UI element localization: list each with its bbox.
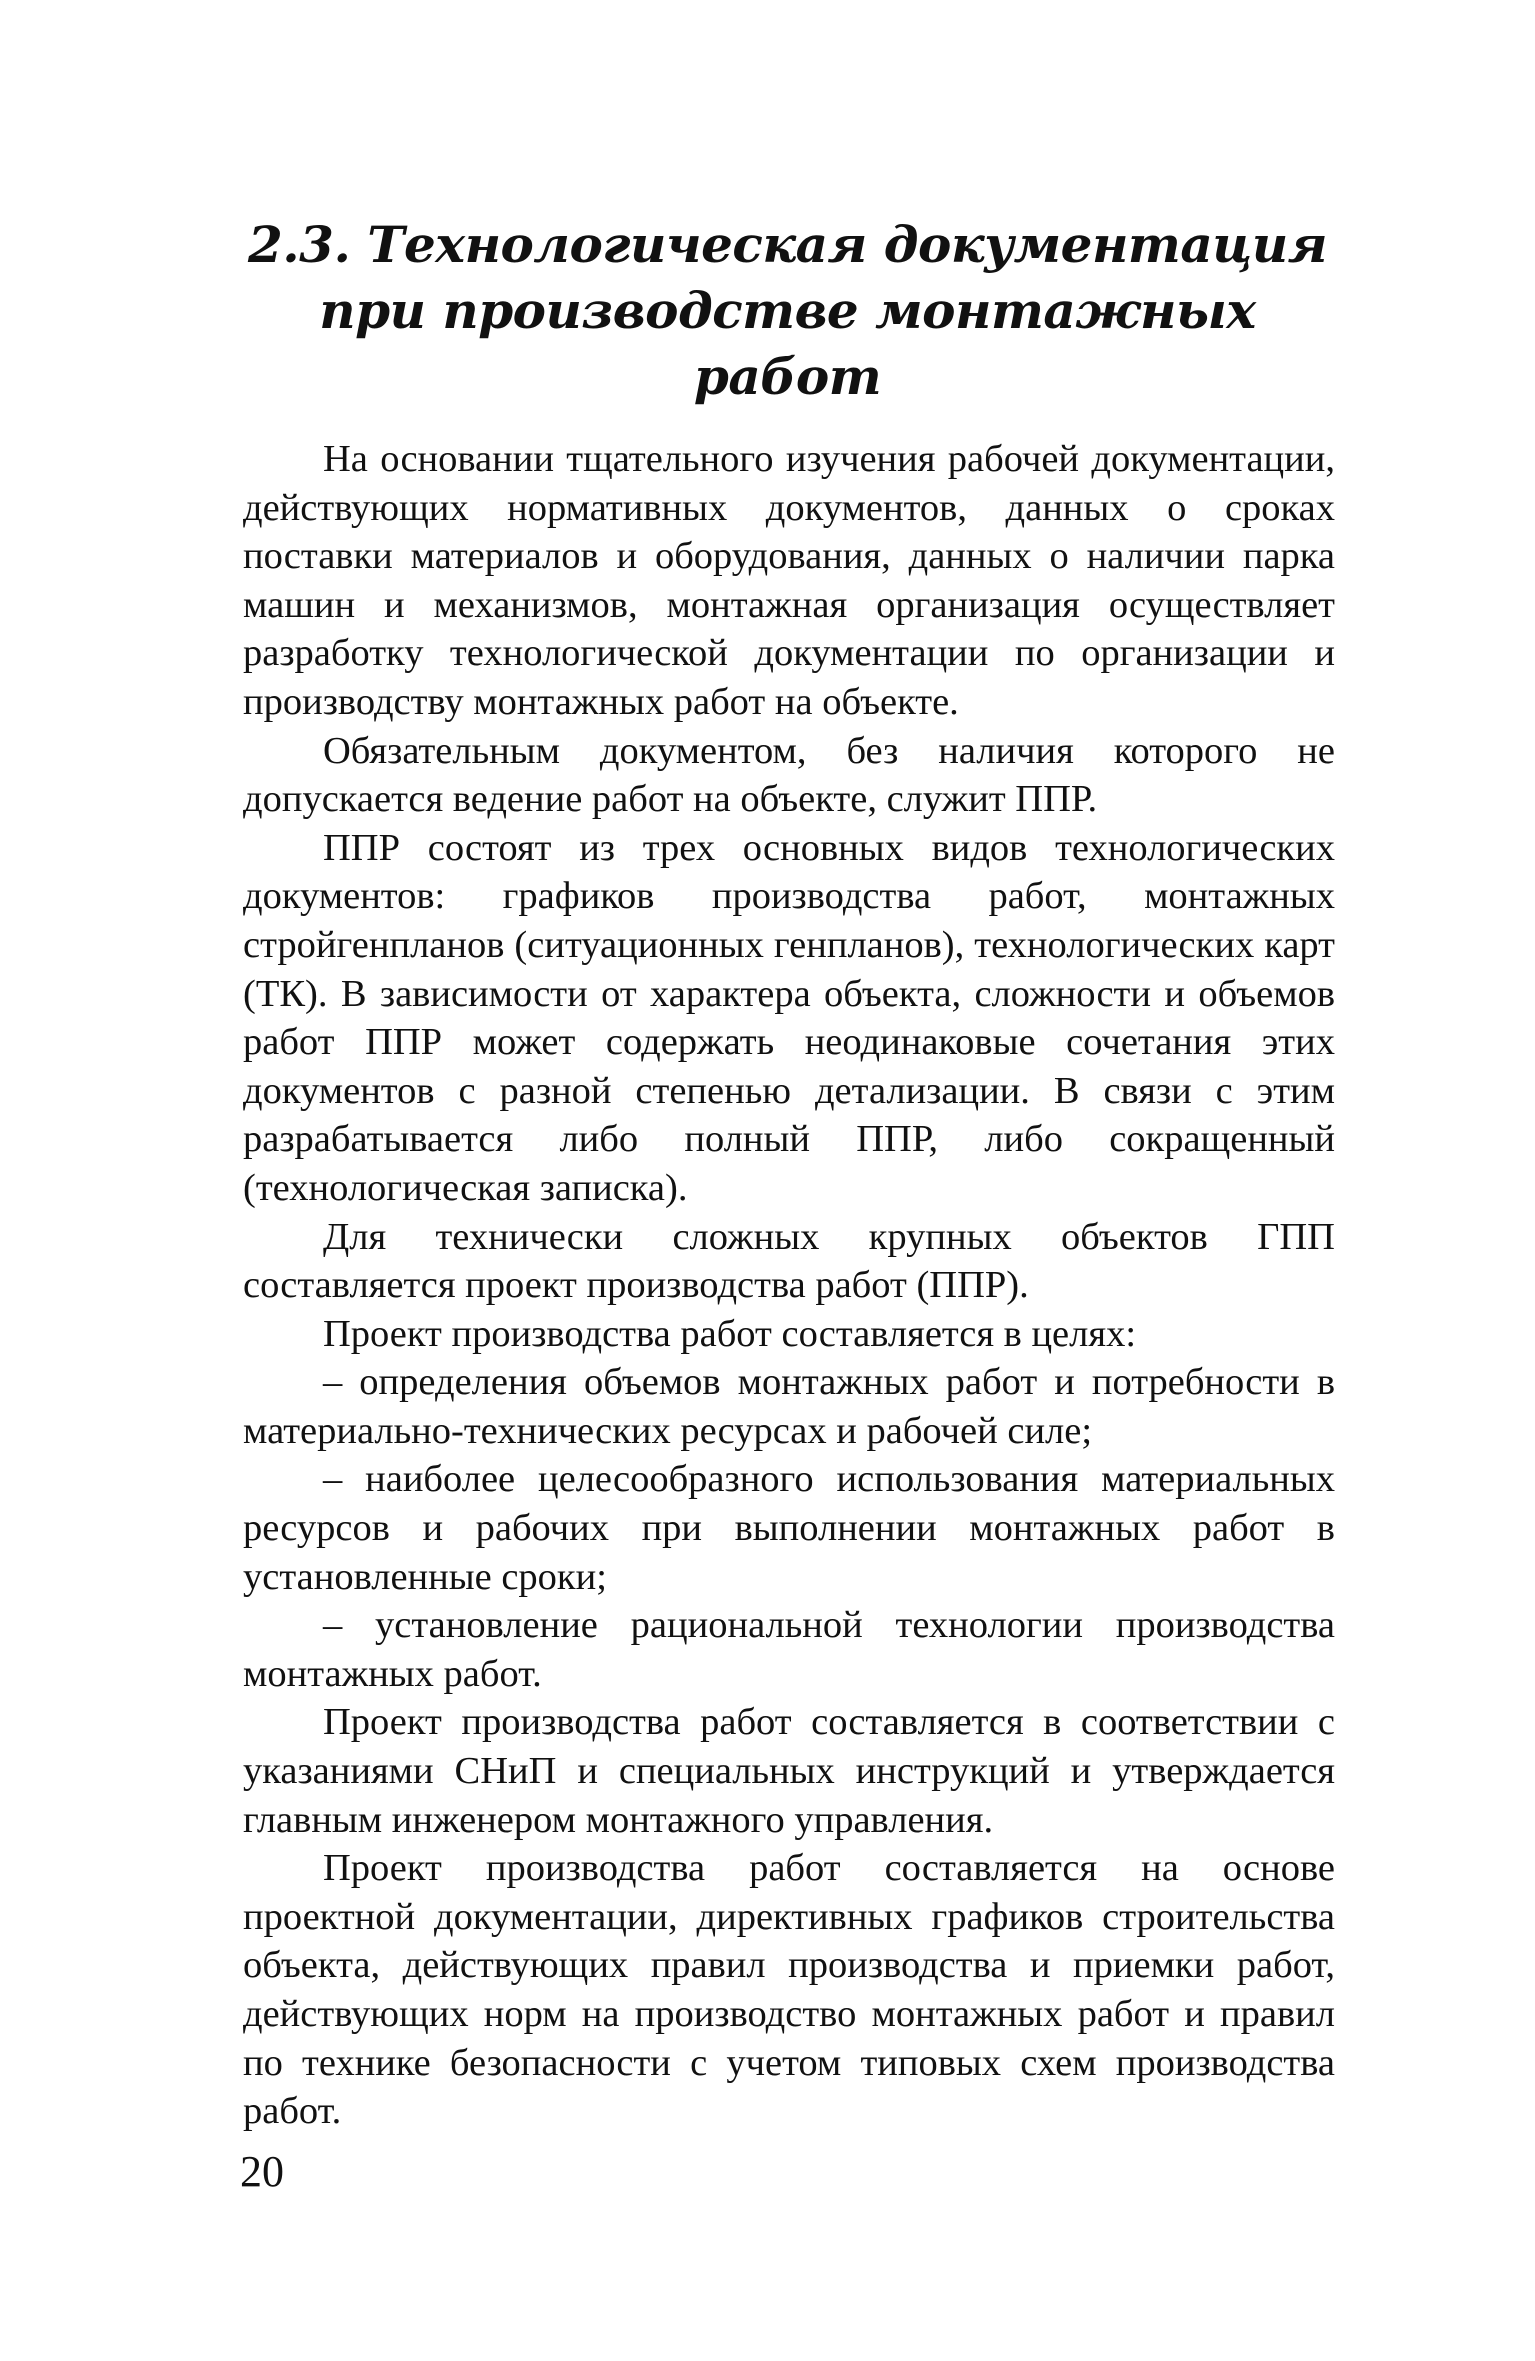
section-heading <box>240 212 1335 410</box>
paragraph-goals-intro: Проект производства работ составляется в целях: <box>323 1312 1137 1355</box>
body-text <box>243 435 1335 2136</box>
paragraph-basis: Проект производства работ составляется на основе проектной документации, директивных графиков строительства объекта, действующих правил производства и приемки работ, действующих норм на производство монтажных работ и правил по технике безопасности с учетом типовых схем производства работ. <box>243 1847 1335 2133</box>
paragraph-ppr-composition: ППР состоят из трех основных видов технологических документов: графиков производства работ, монтажных стройгенпланов (ситуационных генпланов), технологических карт (ТК). В зависимости от характера объекта, сложности и объемов работ ППР может содержать неодинаковые сочетания этих документов с разной степенью детализации. В связи с этим разрабатывается либо полный ППР, либо сокращенный (технологическая записка). <box>243 826 1335 1209</box>
paragraph-mandatory-document: Обязательным документом, без наличия которого не допускается ведение работ на объекте, служит ППР. <box>243 729 1335 821</box>
list-item-goal-3: – установление рациональной технологии производства монтажных работ. <box>243 1604 1335 1695</box>
paragraph-intro: На основании тщательного изучения рабочей документации, действующих нормативных документов, данных о сроках поставки материалов и оборудования, данных о наличии парка машин и механизмов, монтажная организация осуществляет разработку технологической документации по организации и производству монтажных работ на объекте. <box>243 438 1335 723</box>
paragraph-complex-objects: Для технически сложных крупных объектов ГПП составляется проект производства работ (ППР). <box>243 1215 1335 1307</box>
list-item-goal-1: – определения объемов монтажных работ и потребности в материально-технических ресурсах и рабочей силе; <box>243 1361 1335 1452</box>
list-item-goal-2: – наиболее целесообразного использования материальных ресурсов и рабочих при выполнении монтажных работ в установленные сроки; <box>243 1458 1335 1598</box>
section-heading-line-2: при производстве монтажных работ <box>319 281 1256 406</box>
paragraph-approval: Проект производства работ составляется в соответствии с указаниями СНиП и специальных инструкций и утверждается главным инженером монтажного управления. <box>243 1701 1335 1841</box>
section-heading-line-1: 2.3. Технологическая документация <box>247 215 1328 274</box>
page-number: 20 <box>240 2147 284 2196</box>
